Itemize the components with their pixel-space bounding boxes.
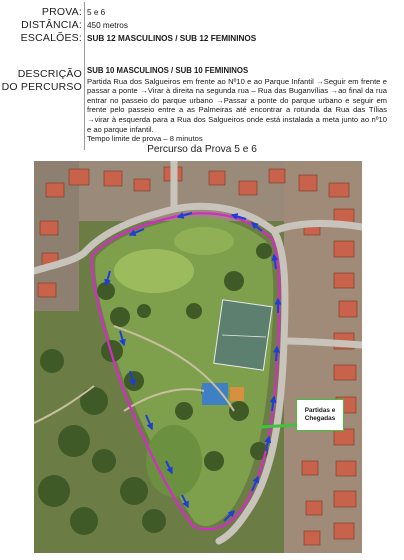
callout-text: Partidas e Chegadas	[304, 407, 336, 422]
description-title: SUB 10 MASCULINOS / SUB 10 FEMININOS	[87, 66, 249, 75]
map-title: Percurso da Prova 5 e 6	[147, 144, 257, 155]
escaloes-label: ESCALÕES:	[20, 32, 82, 44]
callout-connector	[260, 425, 296, 427]
escaloes-value: SUB 12 MASCULINOS / SUB 12 FEMININOS	[87, 34, 257, 43]
description-text: Partida Rua dos Salgueiros em frente ao Nº10 e ao Parque Infantil →Seguir em frente e passar a ponte →Virar à direita na segunda rua – Rua das Buganvílias →ao final da rua entrar no passeio do parque urbano →Passar a ponte do parque urbano e seguir em frente pelo passeio entre a as Palmeiras até encontrar a rotunda da Rua das Tílias →virar à esquerda para a Rua dos Salgueiros onde está instalada a meta junto ao nº10 e ao parque infantil.	[87, 76, 387, 134]
percurso-label: DO PERCURSO	[1, 81, 82, 93]
route-map	[34, 161, 362, 553]
distancia-value: 450 metros	[87, 21, 128, 30]
time-limit: Tempo limite de prova – 8 minutos	[87, 134, 203, 144]
sports-court	[214, 300, 272, 370]
distancia-label: DISTÂNCIA:	[21, 19, 82, 31]
divider	[84, 2, 85, 150]
prova-label: PROVA:	[41, 6, 82, 18]
descricao-label: DESCRIÇÃO	[17, 68, 82, 80]
aerial-map	[34, 161, 362, 553]
prova-value: 5 e 6	[87, 8, 106, 17]
route-description	[87, 66, 387, 144]
start-finish-callout	[296, 399, 344, 431]
